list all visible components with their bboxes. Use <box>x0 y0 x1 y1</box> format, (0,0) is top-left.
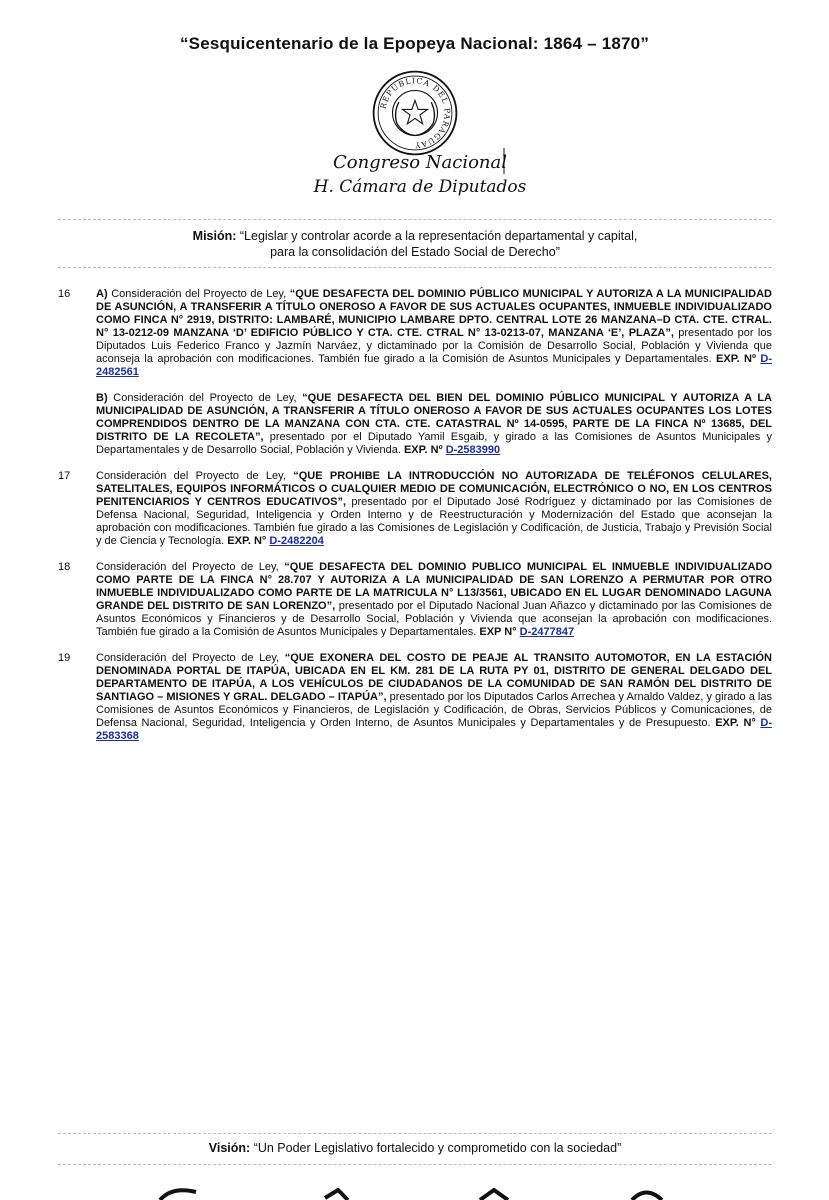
exp-label: EXP. Nº <box>403 444 443 456</box>
seal-text: REPUBLICA DEL PARAGUAY <box>378 76 452 150</box>
exp-label: EXP. N° <box>715 717 756 729</box>
vision-label: Visión: <box>208 1141 251 1155</box>
paragraph-intro: Consideración del Proyecto de Ley, <box>96 561 285 573</box>
item-paragraph <box>96 470 772 548</box>
item-paragraph <box>96 561 772 639</box>
item-number: 17 <box>58 470 71 482</box>
expediente-link[interactable]: D-2477847 <box>519 626 575 638</box>
footer-icon-3 <box>480 1190 508 1200</box>
item-body <box>96 652 772 743</box>
expediente-link[interactable]: D-2583990 <box>445 444 501 456</box>
exp-label: EXP. Nº <box>716 353 757 365</box>
item-paragraph <box>96 652 772 743</box>
item-paragraph <box>96 392 772 457</box>
bill-title: “QUE DESAFECTA DEL DOMINIO PÚBLICO MUNICIPAL Y AUTORIZA A LA MUNICIPALIDAD DE ASUNCIÓN, A TRANSFERIR A TÍTULO ONEROSO A FAVOR DE SUS ACTUALES OCUPANTES, INMUEBLE INDIVIDUALIZADO COMO FINCA N° 2919, DISTRITO: LAMBARÉ, MUNICIPIO LAMBARE DPTO. CENTRAL LOTE 26 MANZANA–D CTA. CTE. CTRAL. N° 13-0212-09 MANZANA ‘D’ EDIFICIO PÚBLICO Y CTA. CTE. CTRAL N° 13-0213-07, MANZANA ‘E’, PLAZA”, <box>96 288 772 339</box>
bill-title: “QUE DESAFECTA DEL BIEN DEL DOMINIO PÚBLICO MUNICIPAL Y AUTORIZA A LA MUNICIPALIDAD DE ASUNCIÓN, A TRANSFERIR A TÍTULO ONEROSO A FAVOR DE SUS ACTUALES OCUPANTES LOS LOTES COMPRENDIDOS DENTRO DE LA MANZANA CON CTA. CTE. CATASTRAL Nº 14-0595, PARTE DE LA FINCA Nº 13685, DEL DISTRITO DE LA RECOLETA”, <box>96 392 772 443</box>
paragraph-intro: Consideración del Proyecto de Ley, <box>107 392 303 404</box>
item-number: 18 <box>58 561 71 573</box>
footer-icons <box>0 1188 829 1200</box>
mission-statement <box>58 228 772 260</box>
congreso-logo-text <box>300 148 540 198</box>
bill-title: “QUE PROHIBE LA INTRODUCCIÓN NO AUTORIZADA DE TELÉFONOS CELULARES, SATELITALES, EQUIPOS INFORMÁTICOS O CUALQUIER MEDIO DE COMUNICACIÓN, ELECTRÓNICO O NO, EN LOS CENTROS PENITENCIARIOS Y CENTROS EDUCATIVOS”, <box>96 470 772 508</box>
item-paragraph <box>96 288 772 379</box>
paragraph-intro: Consideración del Proyecto de Ley, <box>107 288 290 300</box>
footer-icon-1 <box>160 1190 196 1200</box>
footer-icon-2 <box>325 1190 348 1200</box>
expediente-link[interactable]: D-2482204 <box>269 535 324 547</box>
vision-statement <box>58 1141 772 1155</box>
item-body <box>96 288 772 457</box>
agenda-list <box>58 288 772 743</box>
paragraph-intro: Consideración del Proyecto de Ley, <box>96 652 285 664</box>
expediente-link[interactable]: D-2482561 <box>96 353 772 378</box>
logo-line-2: H. Cámara de Diputados <box>313 177 527 197</box>
footer-icon-4 <box>632 1193 662 1200</box>
paragraph-details: presentado por los Diputados Carlos Arrechea y Arnaldo Valdez, y girado a las Comisiones de Asuntos Económicos y Financieros, de Legislación y Codificación, de Obras, Servicios Públicos y Comunicaciones, de Defensa Nacional, Seguridad, Inteligencia y Orden Interno, de Asuntos Municipales y Departamentales y de Presupuesto. <box>96 691 772 729</box>
header-title: “Sesquicentenario de la Epopeya Nacional: 1864 – 1870” <box>179 34 650 53</box>
mission-label: Misión: <box>192 229 237 243</box>
agenda-item-18 <box>58 561 772 639</box>
paragraph-details: presentado por el Diputado Yamil Esgaib, y girado a las Comisiones de Asuntos Municipales y Departamentales y de Desarrollo Social, Población y Vivienda. <box>96 431 772 456</box>
bill-title: “QUE DESAFECTA DEL DOMINIO PUBLICO MUNICIPAL EL INMUEBLE INDIVIDUALIZADO COMO PARTE DE LA FINCA N° 28.707 Y AUTORIZA A LA MUNICIPALIDAD DE SAN LORENZO A PERMUTAR POR OTRO INMUEBLE INDIVIDUALIZADO COMO PARTE DE LA MATRICULA N° L13/3561, UBICADO EN EL LUGAR DENOMINADO LAGUNA GRANDE DEL DISTRITO DE SAN LORENZO”, <box>96 561 772 612</box>
exp-label: EXP. N° <box>227 535 267 547</box>
top-divider <box>58 219 772 220</box>
paragraph-prefix: B) <box>96 392 108 404</box>
mission-divider <box>58 267 772 268</box>
vision-bottom-divider <box>58 1164 772 1165</box>
paragraph-details: presentado por el Diputado José Rodríguez y dictaminado por las Comisiones de Defensa Nacional, Seguridad, Inteligencia y Orden Interno y de Reestructuración y Modernización del Estado que aconsejan la aprobación con modificaciones. También fue girado a las Comisiones de Legislación y Codificación, de Justicia, Trabajo y Previsión Social y de Ciencia y Tecnología. <box>96 496 772 547</box>
national-seal-icon <box>370 68 460 158</box>
svg-text:REPUBLICA DEL PARAGUAY <box>379 76 452 150</box>
exp-label: EXP N° <box>479 626 517 638</box>
vision-top-divider <box>58 1133 772 1134</box>
agenda-item-16 <box>58 288 772 457</box>
agenda-item-19 <box>58 652 772 743</box>
item-number: 16 <box>58 288 71 300</box>
item-body <box>96 561 772 639</box>
mission-text-line-1: “Legislar y controlar acorde a la representación departamental y capital, <box>239 229 638 243</box>
paragraph-intro: Consideración del Proyecto de Ley, <box>96 470 294 482</box>
mission-line-1 <box>58 228 772 244</box>
logo-line-1: Congreso Nacional <box>332 152 508 173</box>
mission-text-line-2: para la consolidación del Estado Social de Derecho” <box>270 245 560 259</box>
paragraph-prefix: A) <box>96 288 108 300</box>
bill-title: “QUE EXONERA DEL COSTO DE PEAJE AL TRANSITO AUTOMOTOR, EN LA ESTACIÓN DENOMINADA PORTAL DE ITAPÚA, UBICADA EN EL KM. 281 DE LA RUTA PY 01, DISTRITO DE GENERAL DELGADO DEL DEPARTAMENTO DE ITAPÚA, A LOS VEHÍCULOS DE CIUDADANOS DE LA COMUNIDAD DE SAN RAMÓN DEL DISTRITO DE SANTIAGO – MISIONES Y GRAL. DELGADO – ITAPÚA”, <box>96 652 772 703</box>
item-body <box>96 470 772 548</box>
paragraph-details: presentado por el Diputado Nacional Juan Añazco y dictaminado por las Comisiones de Asuntos Económicos y Financieros y de Desarrollo Social, Población y Vivienda que aconsejan la aprobación con modificaciones. También fue girado a la Comisión de Asuntos Municipales y Departamentales. <box>96 600 772 638</box>
vision-text: “Un Poder Legislativo fortalecido y comprometido con la sociedad” <box>253 1141 622 1155</box>
expediente-link[interactable]: D-2583368 <box>96 717 772 742</box>
item-number: 19 <box>58 652 71 664</box>
agenda-item-17 <box>58 470 772 548</box>
paragraph-details: presentado por los Diputados Luis Federico Franco y Jazmín Narváez, y dictaminado por la Comisión de Desarrollo Social, Población y Vivienda que aconseja la aprobación con modificaciones. También fue girado a la Comisión de Asuntos Municipales y Departamentales. <box>96 327 772 365</box>
